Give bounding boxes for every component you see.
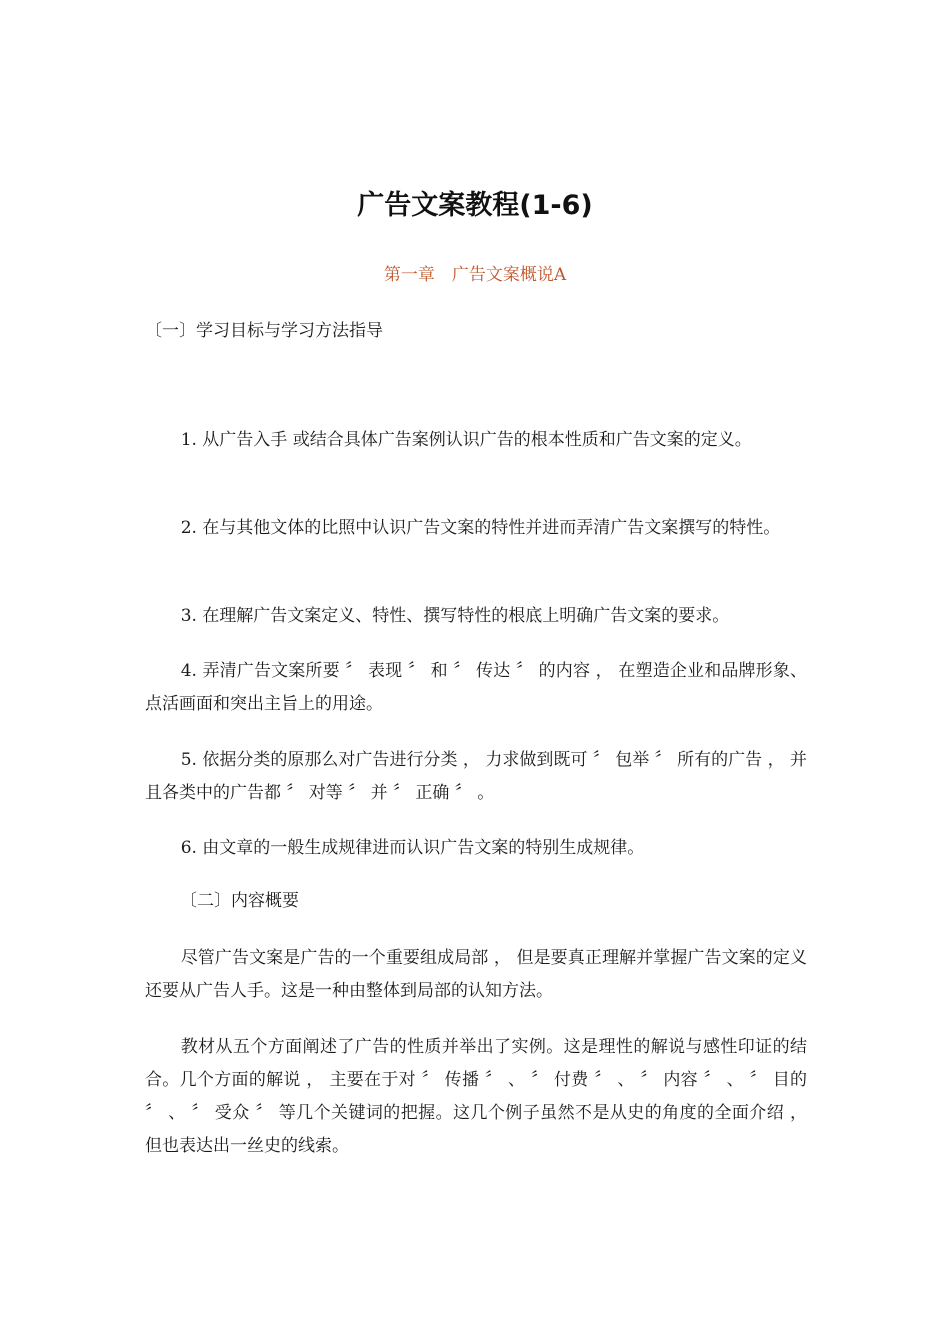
document-title: 广告文案教程(1-6) (357, 190, 593, 221)
objective-item: 4. 弄清广告文案所要 〞 表现 〞 和 〞 传达 〞 的内容 ， 在塑造企业和品牌形象、点活画面和突出主旨上的用途。 (145, 661, 807, 714)
objective-item: 6. 由文章的一般生成规律进而认识广告文案的特别生成规律。 (180, 838, 645, 858)
section-heading-summary: 〔二〕内容概要 (180, 891, 299, 911)
objective-item: 3. 在理解广告文案定义、特性、撰写特性的根底上明确广告文案的要求。 (180, 606, 730, 626)
summary-paragraph: 教材从五个方面阐述了广告的性质并举出了实例。这是理性的解说与感性印证的结合。几个方面的解说 ， 主要在于对 〞 传播 〞 、 〞 付费 〞 、 〞 内容 〞 、 〞 目的 〞 、 〞 受众 〞 等几个关键词的把握。这几个例子虽然不是从史的角度的全面介绍 ， 但也表达出一丝史的线索。 (145, 1037, 807, 1156)
objective-item: 2. 在与其他文体的比照中认识广告文案的特性并进而弄清广告文案撰写的特性。 (180, 518, 781, 538)
objective-item: 1. 从广告入手 或结合具体广告案例认识广告的根本性质和广告文案的定义。 (180, 430, 752, 450)
chapter-heading: 第一章 广告文案概说A (383, 265, 567, 285)
section-heading-objectives: 〔一〕学习目标与学习方法指导 (145, 321, 383, 341)
objective-item: 5. 依据分类的原那么对广告进行分类 ， 力求做到既可 〞 包举 〞 所有的广告 ， 并且各类中的广告都 〞 对等 〞 并 〞 正确 〞 。 (145, 750, 807, 803)
summary-paragraph: 尽管广告文案是广告的一个重要组成局部 ， 但是要真正理解并掌握广告文案的定义还要从广告人手。这是一种由整体到局部的认知方法。 (145, 948, 807, 1001)
